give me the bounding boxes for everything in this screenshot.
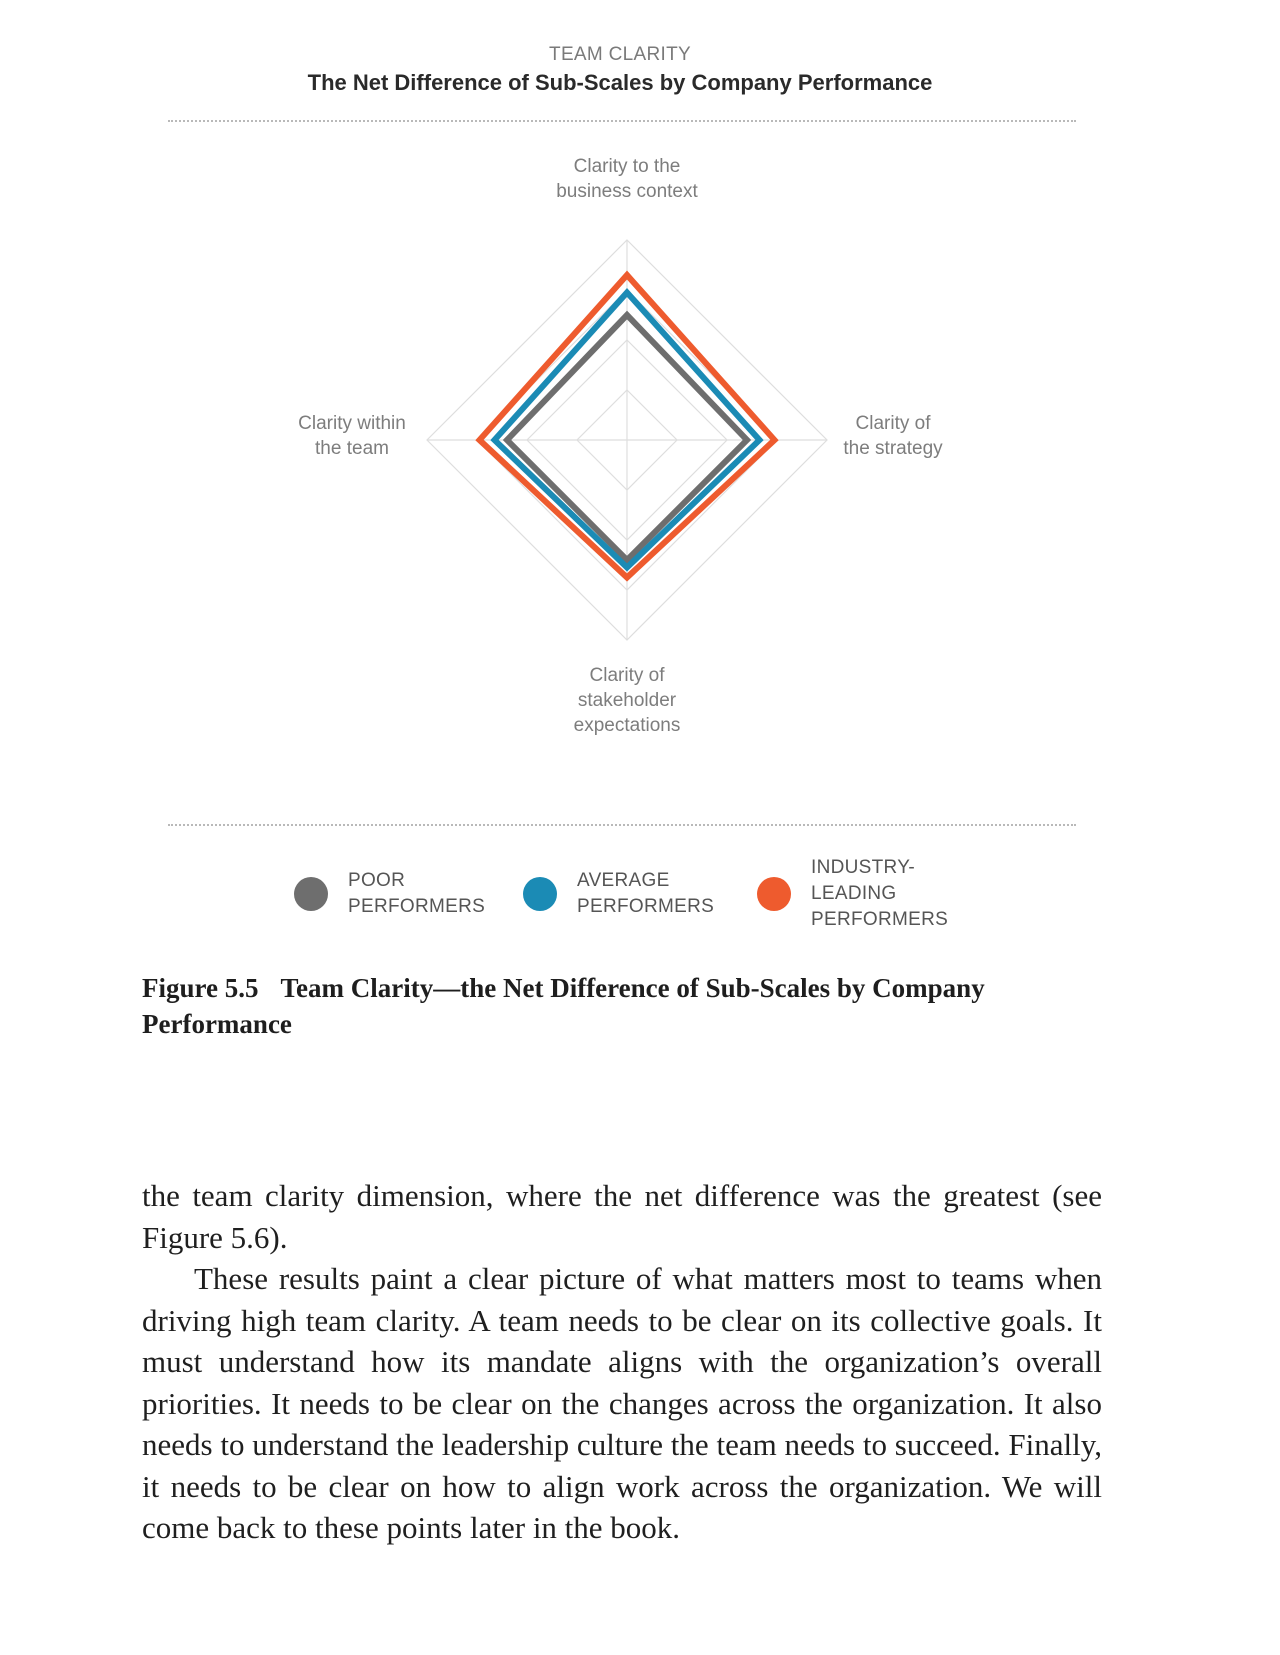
figure-kicker: TEAM CLARITY	[549, 44, 691, 65]
axis-label-business: Clarity to the business context	[556, 156, 698, 202]
figure-caption-text: Team Clarity—the Net Difference of Sub-Scales by Company Performance	[142, 973, 985, 1039]
top-divider	[168, 120, 1076, 122]
legend-item-industry-leading	[757, 855, 971, 933]
body-paragraph-1: the team clarity dimension, where the net difference was the greatest (see Figure 5.6).	[142, 1178, 1102, 1255]
legend-swatch-industry-leading	[757, 877, 791, 911]
legend-label-poor: POOR PERFORMERS	[348, 870, 486, 917]
axis-label-team: Clarity within the team	[298, 413, 406, 459]
legend-item-average	[523, 868, 737, 920]
bottom-divider	[168, 824, 1076, 826]
legend-item-poor	[294, 868, 508, 920]
legend-label-industry-leading: INDUSTRY- LEADING PERFORMERS	[811, 857, 949, 930]
axis-label-strategy: Clarity of the strategy	[843, 413, 943, 459]
figure-title: The Net Difference of Sub-Scales by Company Performance	[307, 70, 933, 95]
legend-swatch-average	[523, 877, 557, 911]
body-paragraph-2: These results paint a clear picture of what matters most to teams when driving high team clarity. A team needs to be clear on its collective goals. It must understand how its mandate aligns with the organization’s overall priorities. It needs to be clear on the changes across the organization. It also needs to understand the leadership culture the team needs to succeed. Finally, it needs to be clear on how to align work across the organization. We will come back to these points later in the book.	[142, 1261, 1102, 1545]
figure-caption	[142, 970, 1022, 1042]
figure-number: Figure 5.5	[142, 973, 259, 1003]
legend-label-average: AVERAGE PERFORMERS	[577, 870, 715, 917]
legend-swatch-poor	[294, 877, 328, 911]
radar-chart	[0, 140, 1240, 740]
axis-label-stakeholder: Clarity of stakeholder expectations	[573, 665, 681, 736]
